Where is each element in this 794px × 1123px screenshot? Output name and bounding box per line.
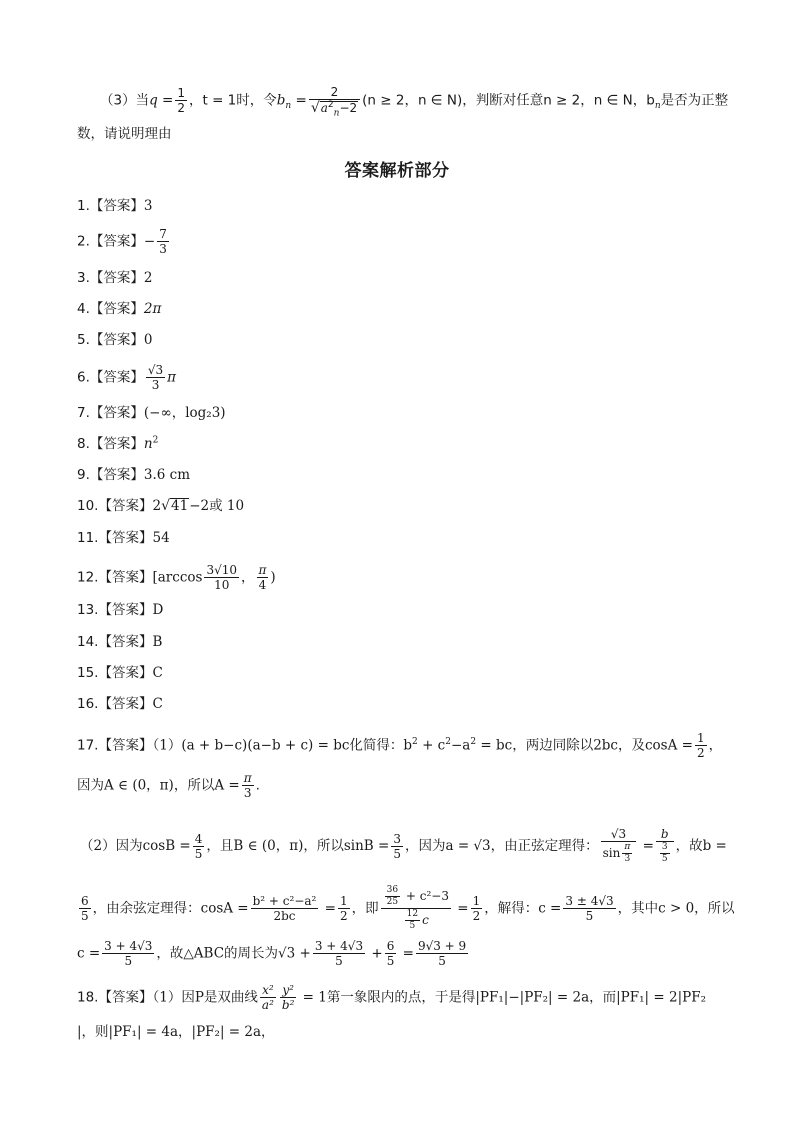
frac-num: b² + c²−a² [252,894,317,908]
nested-fraction [405,910,420,931]
answer-num: 7. [77,405,90,421]
a17-l5-r-fraction [416,940,468,967]
q3-den-rest: −2 [339,101,358,115]
answer-17-line-4 [77,886,735,931]
answer-fraction [146,364,165,391]
answer-value-b: ) [270,569,276,586]
answer-sign: − [143,233,156,250]
answer-3 [77,268,152,288]
frac-den [601,841,637,864]
answer-num: 16. [77,696,99,712]
answer-value: 2 [143,270,153,286]
q3-b-sub: n [285,101,292,112]
q3-den-a: a [320,101,328,115]
answer-num: 2. [77,233,90,250]
a17-l5-s-fraction [385,940,397,967]
q3-half-num: 1 [177,86,185,100]
frac-den: b² [281,998,295,1012]
answer-tag: 【答案】 [89,332,144,348]
a17-l3-e: ，故b = [675,838,727,854]
answer-18-line-2 [77,1022,275,1042]
answer-17-line-5 [77,940,470,967]
frac-den: 3 [242,785,254,799]
frac-den: a² [261,998,274,1012]
answer-1 [77,196,152,216]
answer-value-a: [arccos [152,569,203,586]
answer-11 [77,528,170,548]
frac-num: 36 [386,885,399,895]
q3-q-eq: q = [149,92,174,109]
q3-eq: = [291,92,307,109]
answer-num: 12. [77,569,99,586]
frac-den: 2bc [251,908,319,922]
frac-num: 7 [159,227,167,241]
a17-l2-b: . [255,777,260,794]
frac-den: 5 [102,953,154,967]
answer-tag: 【答案】 [98,665,153,681]
answer-tag: 【答案】 [98,634,153,650]
frac-num: 1 [472,894,481,908]
frac-num: 3√10 [206,563,237,577]
q3-b-frac-num: 2 [330,85,339,99]
frac-num: x² [262,983,274,997]
answer-num: 5. [77,332,90,348]
frac-den: 4 [257,577,269,591]
answer-18-line-1 [77,984,706,1011]
answer-tag: 【答案】 [98,569,153,586]
frac-den: 10 [204,577,239,591]
q3-prefix: （3）当 [100,92,150,109]
answer-sep: ， [241,569,255,586]
answer-value-a: 2 [152,498,162,514]
answer-value: n [143,436,153,452]
frac-num: π [243,771,252,785]
frac-num: 1 [339,894,348,908]
frac-num: b [660,827,669,841]
sin-text: sin [602,846,621,860]
answer-17-line-1: 17.【答案】（1）(a + b−c)(a−b + c) = bc化简得：$b^2 + c^2-a^2$ = bc，两边同除以2bc，及cosA = $\frac{1}{2}$ ， [77,731,723,760]
answer-17-line-2 [77,772,260,799]
frac-den: 5 [661,854,668,864]
frac-den: 2 [696,746,705,760]
b-den-fraction [660,843,670,864]
answer-15 [77,663,163,683]
frac-num: 6 [81,894,89,908]
frac-num: y² [282,983,294,997]
answer-tag: 【答案】 [89,405,144,421]
answer-tag: 【答案】 [98,498,153,514]
nested-rest: c [422,913,429,927]
answer-tag: 【答案】 [89,436,144,452]
frac-den: 5 [194,846,203,861]
frac-num: 1 [696,731,705,745]
a17-l3-c: ，因为a = √3，由正弦定理得： [404,838,599,854]
a17-l4-half-fraction [338,895,350,922]
q3-den-sup: 2 [327,100,334,110]
a18-l1-b: = 1第一象限内的点，于是得|PF₁|−|PF₂| = 2a，而|PF₁| = 2|PF₂ [298,989,706,1006]
answer-sup: 2 [152,435,159,446]
answer-num: 11. [77,530,99,546]
frac-num: √3 [147,363,164,377]
answer-5 [77,330,152,350]
q3-line2-text: 数，请说明理由 [77,126,172,142]
frac-den: 5 [405,920,420,931]
frac-den: 5 [313,953,365,967]
answer-radicand: 41 [171,498,189,514]
answer-13 [77,600,163,620]
a17-l5-a: c = [77,945,101,962]
answer-num: 15. [77,665,99,681]
q3-half-den: 2 [177,101,185,115]
answer-num: 6. [77,369,90,386]
frac-den [381,908,451,931]
section-heading: 答案解析部分 [344,161,450,181]
answer-17-line-3 [80,828,727,864]
answer-num: 1. [77,198,90,214]
a17-l1-c: −a [450,737,471,754]
frac-den: 3 [159,242,167,256]
answer-tag: 【答案】 [89,467,144,483]
nested-fraction [385,886,400,907]
question-3-line-2 [77,124,172,144]
answer-4 [77,299,161,319]
answer-num: 9. [77,467,90,483]
answer-8 [77,434,158,454]
a17-l5-b: ，故△ABC的周长为√3 + [156,945,311,962]
frac-num: √3 [610,827,627,841]
a17-l1-b: + c [417,737,446,754]
q3-den-sub: n [333,108,340,119]
a17-l3-fraction-1 [193,833,205,860]
answer-fraction [157,228,169,255]
a18-l2: |，则|PF₁| = 4a，|PF₂| = 2a， [77,1024,275,1040]
frac-num: 3 ± 4√3 [565,894,614,908]
answer-tag: 【答案】 [89,233,144,250]
answer-tag: 【答案】 [98,737,153,754]
answer-tag: 【答案】 [89,198,144,214]
a17-l4-d: = [452,900,469,917]
answer-tag: 【答案】 [98,530,153,546]
frac-num [381,886,451,908]
frac-num: 9√3 + 9 [417,939,467,953]
a17-l5-c-fraction [102,940,154,967]
answer-tag: 【答案】 [98,602,153,618]
answer-num: 8. [77,436,90,452]
q3-condition: (n ≥ 2，n ∈ N)，判断对任意n ≥ 2，n ∈ N，b [362,92,655,109]
answer-fraction [204,564,239,591]
nested-rest: + c²−3 [402,889,449,903]
a17-l3-b: ，且B ∈ (0，π)，所以sinB = [206,838,390,854]
answer-value: 54 [152,530,170,546]
a17-l4-f: ，其中c > 0，所以 [617,900,735,917]
a17-l1-e: ， [708,737,723,754]
a18-l1-a: （1）因P是双曲线 [152,989,258,1006]
frac-num: 4 [194,831,203,846]
frac-den: 5 [416,953,468,967]
answer-tag: 【答案】 [98,989,153,1006]
answer-num: 13. [77,602,99,618]
a17-l3-a: （2）因为cosB = [80,838,191,854]
answer-14 [77,632,162,652]
a17-l4-c-fraction [563,895,615,922]
frac-den: 5 [386,954,395,968]
frac-den [656,841,674,864]
answer-tail: π [167,369,177,386]
frac-den: 3 [146,377,165,391]
answer-12 [77,564,276,591]
frac-den: 5 [81,909,89,923]
a17-l4-a: ，由余弦定理得：cosA = [92,900,249,917]
a17-l3-sine-fraction [601,828,637,864]
q3-t-part: ，t = 1时，令 [188,92,277,109]
a17-l3-b-fraction [656,828,674,864]
answer-num: 17. [77,737,99,754]
frac-num: 12 [406,909,419,919]
answer-value: 0 [143,332,153,348]
answer-num: 4. [77,301,90,317]
a18-y-fraction [280,984,297,1011]
answer-num: 10. [77,498,99,514]
answer-2 [77,228,171,255]
q3-b-fraction [309,85,360,119]
a17-l3-fraction-2 [391,833,403,860]
a17-l1-d: = bc，两边同除以2bc，及cosA = [476,737,693,754]
a18-x-fraction [260,984,276,1011]
a17-l4-b: = [320,900,336,917]
a17-l5-d: = [398,945,414,962]
answer-value: C [152,665,163,681]
a17-l1-fraction [695,732,707,759]
answer-num: 3. [77,270,90,286]
sin-arg-fraction [622,843,632,864]
answer-value: (−∞，log₂3) [143,405,226,421]
frac-num: 3 [393,831,401,846]
answer-value: B [152,634,163,650]
a17-l4-c: ，即 [351,900,379,917]
answer-10: 10.【答案】2√41−2或 10 [77,498,245,514]
answer-9 [77,465,190,485]
frac-num: 3 + 4√3 [314,939,364,953]
answer-tag: 【答案】 [89,369,144,386]
a17-l4-half-fraction-2 [471,895,483,922]
answer-value: C [152,696,163,712]
frac-num: 3 [661,842,668,852]
a17-l5-c: + [367,945,383,962]
answer-num: 18. [77,989,99,1006]
frac-den: 2 [339,909,348,923]
frac-num: 3 + 4√3 [104,939,153,953]
frac-num: π [624,842,631,852]
q3-half-fraction [175,87,187,114]
a17-l4-cos-fraction [251,895,319,922]
answer-value-b: −2或 10 [189,498,245,514]
q3-cond-tail: 是否为正整 [660,92,729,109]
answer-7 [77,403,226,423]
answer-fraction-2 [257,564,269,591]
frac-num: π [258,563,267,577]
a17-l2-fraction [242,772,254,799]
frac-num: 6 [386,939,395,953]
a17-l2-a: 因为A ∈ (0，π)，所以A = [77,777,240,794]
a17-l5-p-fraction [313,940,365,967]
question-3-line-1 [100,85,729,119]
frac-den: 5 [393,846,401,861]
answer-tag: 【答案】 [89,270,144,286]
answer-tag: 【答案】 [89,301,144,317]
answer-value: 2π [143,301,162,317]
answer-num: 14. [77,634,99,650]
a17-l1-a: （1）(a + b−c)(a−b + c) = bc化简得：b [152,737,413,754]
answer-tag: 【答案】 [98,696,153,712]
a17-l4-e: ，解得：c = [484,900,562,917]
answer-16 [77,694,163,714]
a17-l4-fraction-b [79,895,91,922]
a17-l4-big-fraction [381,886,451,931]
frac-den: 5 [563,908,615,922]
q3-cond-sub: n [654,101,661,112]
answer-value: 3.6 cm [143,467,191,483]
answer-value: D [152,602,164,618]
frac-den: 2 [472,909,481,923]
frac-den: 25 [386,897,399,907]
a17-l3-d: = [638,838,654,854]
q3-b: b [276,92,286,109]
answer-value: 3 [143,198,153,214]
frac-den: 3 [622,853,632,864]
answer-6 [77,364,176,391]
q3-b-frac-den: $√a^2_n-2$ [309,99,360,115]
